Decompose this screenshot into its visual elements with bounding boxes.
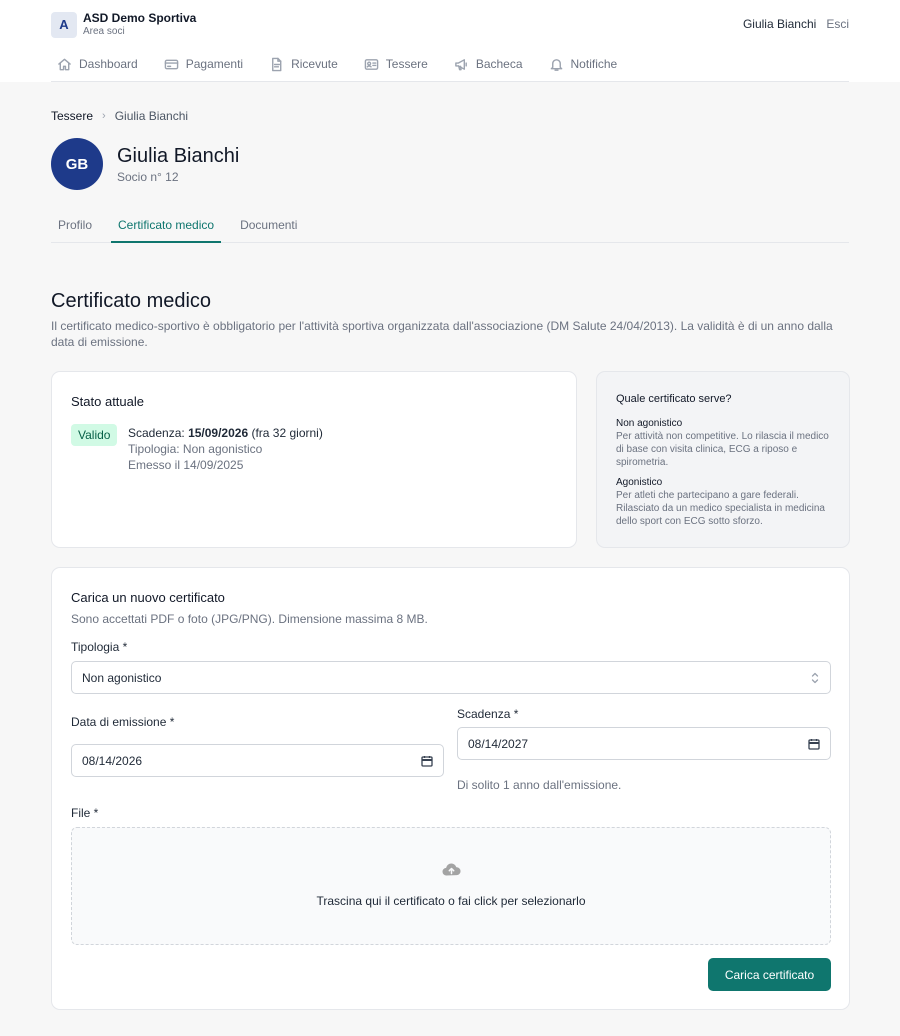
top-bar [0, 0, 900, 82]
upload-certificate-button[interactable]: Carica certificato [708, 958, 831, 991]
upload-subtitle: Sono accettati PDF o foto (JPG/PNG). Dimensione massima 8 MB. [71, 612, 428, 626]
expiry-date-input[interactable] [457, 727, 831, 760]
info-block-title: Non agonistico [616, 418, 683, 429]
nav-label: Tessere [385, 57, 428, 71]
info-block-text: Per atleti che partecipano a gare federali. Rilasciato da un medico specialista in medicina dello sport con ECG sotto sforzo. [616, 490, 825, 527]
nav-item-bacheca[interactable] [454, 55, 523, 73]
user-area [743, 17, 849, 31]
member-number: Socio n° 12 [117, 170, 179, 184]
nav-item-tessere[interactable] [364, 55, 428, 73]
upload-card [51, 567, 850, 1010]
nav-item-dashboard[interactable] [57, 55, 138, 73]
issue-date-value: 08/14/2026 [82, 753, 143, 768]
avatar: GB [51, 138, 103, 190]
nav-label: Ricevute [291, 57, 338, 71]
tab-certificato-medico[interactable]: Certificato medico [111, 210, 221, 243]
calendar-icon[interactable] [808, 738, 820, 750]
status-card [51, 371, 577, 548]
profile-text [117, 144, 239, 184]
status-badge: Valido [71, 424, 117, 446]
nav-label: Dashboard [79, 57, 138, 71]
breadcrumb-parent[interactable]: Tessere [51, 109, 94, 123]
calendar-icon[interactable] [421, 755, 433, 767]
type-select-value: Non agonistico [82, 670, 162, 685]
type-line: Tipologia: Non agonistico [128, 442, 263, 456]
top-bar-inner [51, 0, 849, 82]
dropzone-text: Trascina qui il certificato o fai click per selezionarlo [316, 894, 586, 908]
tab-documenti[interactable]: Documenti [240, 218, 298, 232]
expiry-remaining: (fra 32 giorni) [251, 426, 323, 440]
issue-date-input[interactable] [71, 744, 444, 777]
bell-icon [549, 57, 564, 72]
breadcrumb [51, 109, 188, 123]
megaphone-icon [454, 57, 469, 72]
expiry-date: 15/09/2026 [188, 426, 249, 440]
profile-name: Giulia Bianchi [117, 145, 240, 167]
expiry-date-label: Scadenza * [457, 707, 519, 721]
status-title: Stato attuale [71, 394, 144, 409]
nav-item-ricevute[interactable] [269, 55, 338, 73]
nav-item-notifiche[interactable] [549, 55, 618, 73]
info-title: Quale certificato serve? [616, 393, 732, 405]
expiry-date-value: 08/14/2027 [468, 736, 529, 751]
info-block-text: Per attività non competitive. Lo rilascia il medico di base con visita clinica, ECG a riposo e spirometria. [616, 431, 829, 468]
brand-subtitle: Area soci [83, 26, 125, 37]
issued-line: Emesso il 14/09/2025 [128, 458, 244, 472]
main-nav [57, 55, 643, 73]
brand-text [83, 11, 196, 38]
user-name: Giulia Bianchi [742, 17, 817, 31]
upload-title: Carica un nuovo certificato [71, 590, 225, 605]
info-card [596, 371, 850, 548]
nav-label: Pagamenti [185, 57, 244, 71]
file-label: File * [71, 806, 99, 820]
type-label: Tipologia * [71, 640, 128, 654]
tab-profilo[interactable]: Profilo [58, 218, 93, 232]
cloud-upload-icon [442, 862, 461, 880]
document-icon [269, 57, 284, 72]
nav-label: Notifiche [570, 57, 618, 71]
logout-link[interactable]: Esci [826, 17, 849, 31]
expiry-line [128, 425, 323, 441]
profile-header [51, 138, 239, 190]
file-dropzone[interactable] [71, 827, 831, 945]
breadcrumb-current: Giulia Bianchi [114, 109, 189, 123]
nav-label: Bacheca [475, 57, 523, 71]
profile-tabs [51, 210, 849, 243]
brand-logo: A [51, 12, 77, 38]
section-description: Il certificato medico-sportivo è obbligatorio per l'attività sportiva organizzata dall'associazione (DM Salute 24/04/2013). La validità è di un anno dalla data di emissione. [51, 319, 833, 349]
chevron-right-icon: › [102, 110, 106, 122]
brand[interactable] [51, 11, 196, 38]
chevron-up-down-icon [810, 671, 820, 685]
section-title: Certificato medico [51, 290, 212, 312]
credit-card-icon [164, 57, 179, 72]
expiry-label: Scadenza: [128, 426, 185, 440]
type-select[interactable] [71, 661, 831, 694]
status-details [128, 425, 323, 473]
issue-date-label: Data di emissione * [71, 715, 175, 729]
nav-item-pagamenti[interactable] [164, 55, 243, 73]
expiry-hint: Di solito 1 anno dall'emissione. [457, 778, 622, 792]
brand-name: ASD Demo Sportiva [83, 11, 197, 25]
id-card-icon [364, 57, 379, 72]
info-block-non-agonistico [616, 417, 836, 469]
info-block-agonistico [616, 476, 836, 528]
info-block-title: Agonistico [616, 477, 663, 488]
home-icon [57, 57, 72, 72]
